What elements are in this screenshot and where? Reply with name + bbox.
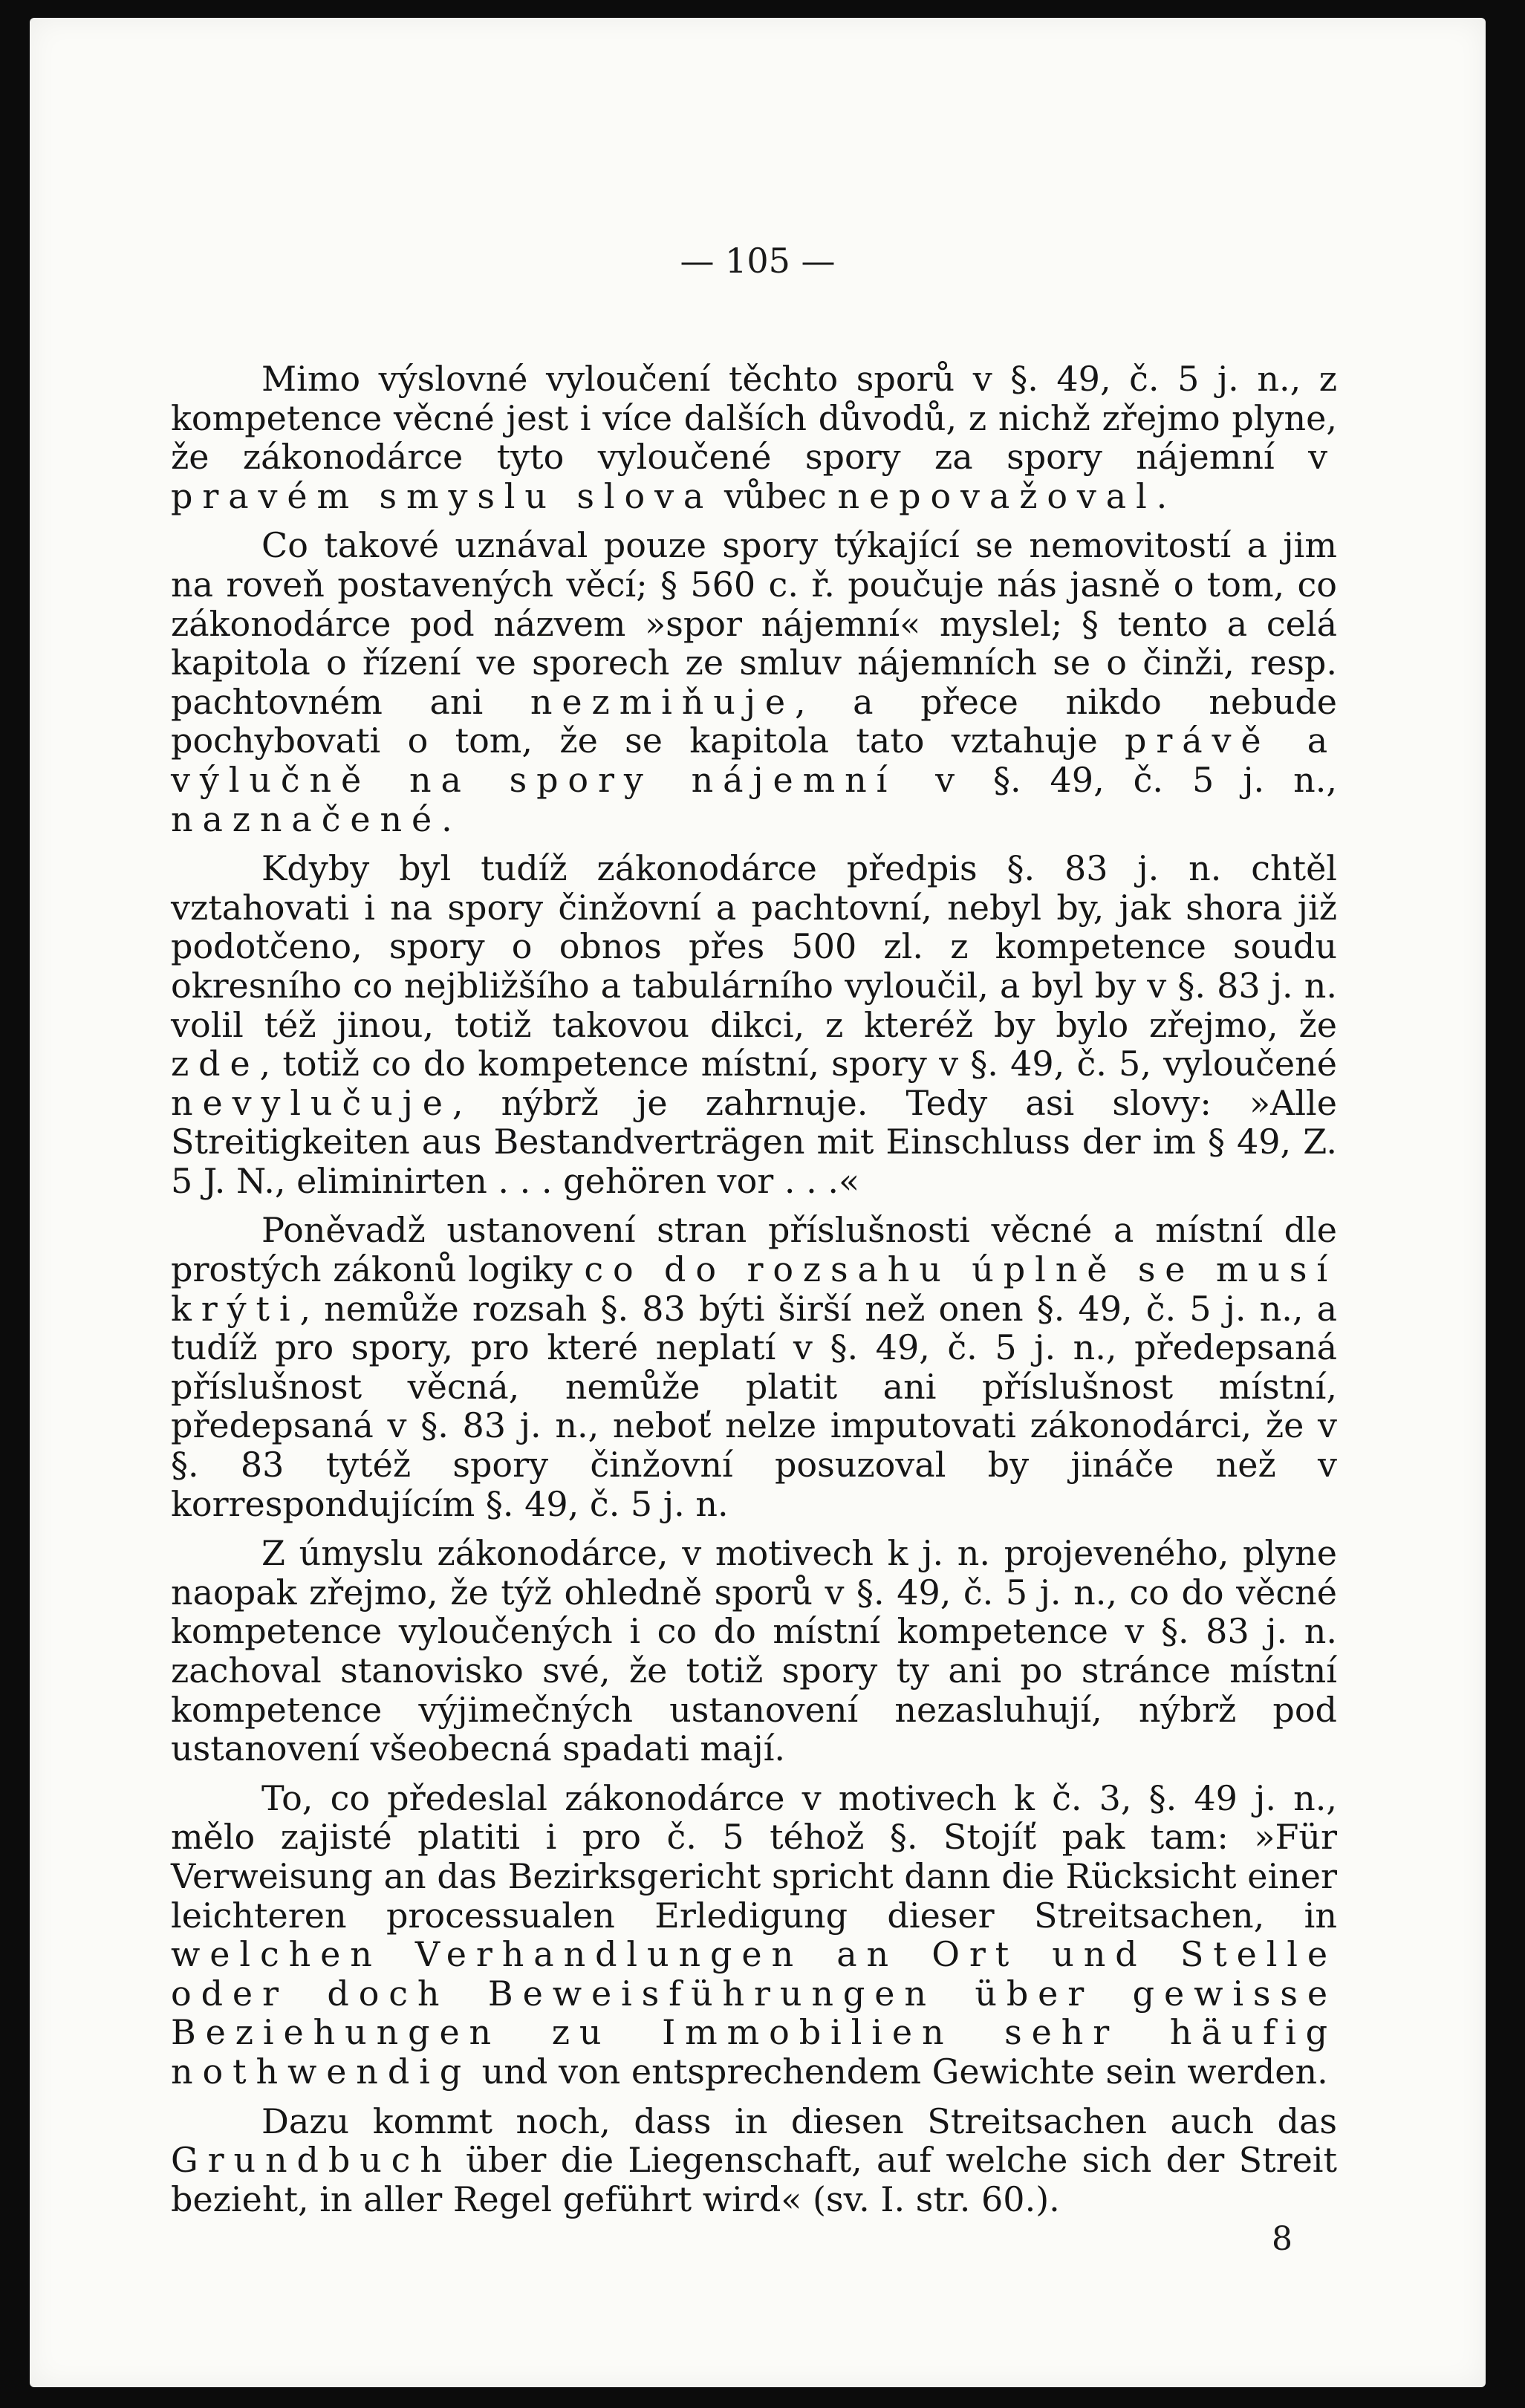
- signature-mark: 8: [1272, 2220, 1292, 2258]
- emphasis-run: nepovažoval.: [837, 475, 1177, 516]
- text-run: Co takové uznával pouze spory týkající se nemovitostí a jim na roveň postavených věcí; § 560 c. ř. poučuje nás jasně o tom, co zákonodárce pod názvem »spor nájemní« myslel; § tento a celá kapitola o řízení ve sporech ze smluv nájemních se o činži, resp. pachtovném ani: [171, 525, 1337, 722]
- paragraph: [171, 1534, 1337, 1768]
- paragraph: [171, 1211, 1337, 1523]
- text-run: Poněvadž ustanovení stran příslušnosti věcné a místní dle prostých zákonů logiky: [171, 1210, 1337, 1290]
- emphasis-run: nezmiňuje: [530, 681, 795, 722]
- text-run: , nýbrž je zahrnuje. Tedy asi slovy: »Alle Streitigkeiten aus Bestandverträgen mit Einschluss der im § 49, Z. 5 J. N., eliminirten . . . gehören vor . . .«: [171, 1082, 1337, 1201]
- emphasis-run: co do rozsahu úplně se musí krýti: [171, 1249, 1337, 1329]
- emphasis-run: welchen Verhandlungen an Ort und Stelle oder doch Beweisführungen über gewisse Beziehungen zu Immobilien sehr häufig nothwendig: [171, 1934, 1337, 2092]
- emphasis-run: zde: [171, 1044, 260, 1084]
- paragraph: [171, 1779, 1337, 2092]
- paragraph: [171, 2102, 1337, 2219]
- emphasis-run: v pravém smyslu slova: [171, 437, 1337, 516]
- emphasis-run: nevylučuje: [171, 1082, 452, 1123]
- text-run: To, co předeslal zákonodárce v motivech k č. 3, §. 49 j. n., mělo zajisté platiti i pro č. 5 téhož §. Stojíť pak tam: »Für Verweisung an das Bezirksgericht spricht dann die Rücksicht einer leichteren processualen Erledigung dieser Streitsachen, in: [171, 1777, 1337, 1936]
- body-text: [171, 359, 1337, 2219]
- paragraph: [171, 359, 1337, 515]
- emphasis-run: naznačené.: [171, 798, 462, 839]
- text-run: , totiž co do kompetence místní, spory v §. 49, č. 5, vyloučené: [259, 1044, 1337, 1084]
- page-number: — 105 —: [680, 241, 836, 281]
- text-run: , a přece nikdo nebude pochybovati o tom, že se kapitola tato vztahuje: [171, 681, 1338, 761]
- text-run: Kdyby byl tudíž zákonodárce předpis §. 83 j. n. chtěl vztahovati i na spory činžovní a pachtovní, nebyl by, jak shora již podotčeno, spory o obnos přes 500 zl. z kompetence soudu okresního co nejbližšího a tabulárního vyloučil, a byl by v §. 83 j. n. volil též jinou, totiž takovou dikci, z kteréž by bylo zřejmo, že: [171, 848, 1337, 1045]
- emphasis-run: právě a výlučně na spory nájemní v: [171, 720, 1337, 800]
- text-run: Z úmyslu zákonodárce, v motivech k j. n. projeveného, plyne naopak zřejmo, že týž ohledně sporů v §. 49, č. 5 j. n., co do věcné kompetence vyloučených i co do místní kompetence v §. 83 j. n. zachoval stanovisko své, že totiž spory ty ani po stránce místní kompetence výjimečných ustanovení nezasluhují, nýbrž pod ustanovení všeobecná spadati mají.: [171, 1533, 1337, 1769]
- text-run: vůbec: [713, 475, 838, 516]
- emphasis-run: Grundbuch: [171, 2140, 452, 2181]
- text-run: und von entsprechendem Gewichte sein werden.: [471, 2051, 1328, 2092]
- text-run: über die Liegenschaft, auf welche sich der Streit bezieht, in aller Regel geführt wird« (sv. I. str. 60.).: [171, 2140, 1337, 2219]
- paragraph: [171, 849, 1337, 1200]
- text-run: , nemůže rozsah §. 83 býti širší než onen §. 49, č. 5 j. n., a tudíž pro spory, pro které neplatí v §. 49, č. 5 j. n., předepsaná příslušnost věcná, nemůže platit ani příslušnost místní, předepsaná v §. 83 j. n., neboť nelze imputovati zákonodárci, že v §. 83 tytéž spory činžovní posuzoval by jináče než v korrespondujícím §. 49, č. 5 j. n.: [171, 1288, 1337, 1524]
- text-run: Dazu kommt noch, dass in diesen Streitsachen auch das: [261, 2101, 1337, 2141]
- text-run: Mimo výslovné vyloučení těchto sporů v §. 49, č. 5 j. n., z kompetence věcné jest i více dalších důvodů, z nichž zřejmo plyne, že zákonodárce tyto vyloučené spory za spory nájemní: [171, 359, 1337, 478]
- book-page: [30, 18, 1486, 2387]
- text-run: §. 49, č. 5 j. n.,: [963, 759, 1338, 800]
- paragraph: [171, 526, 1337, 839]
